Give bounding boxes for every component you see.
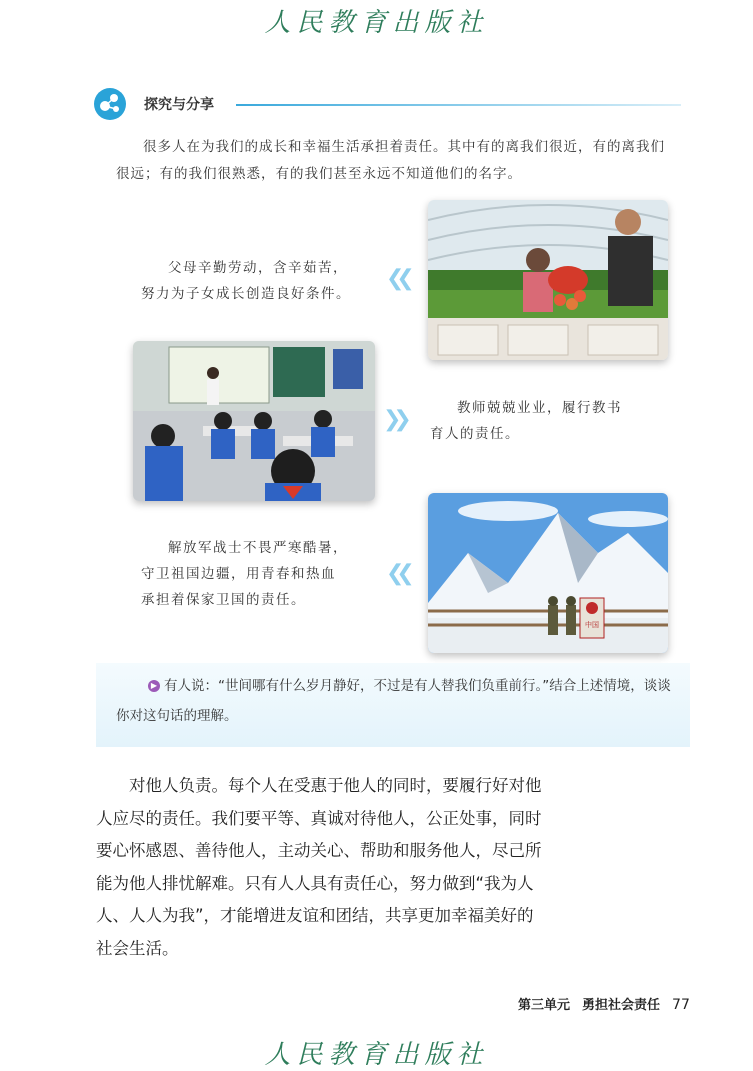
double-chevron-left-icon: ❮❮ bbox=[386, 561, 407, 586]
caption-line: 承担着保家卫国的责任。 bbox=[141, 592, 306, 608]
border-marker-text: 中国 bbox=[585, 621, 599, 629]
section-title: 探究与分享 bbox=[144, 97, 214, 113]
page-footer bbox=[518, 994, 690, 1013]
discussion-prompt bbox=[116, 671, 676, 731]
body-paragraph: 对他人负责。每个人在受惠于他人的同时，要履行好对他人应尽的责任。我们要平等、真诚对待他人，公正处事，同时要心怀感恩、善待他人，主动关心、帮助和服务他人，尽己所能为他人排忧解难。只有人人具有责任心，努力做到“我为人人、人人为我”，才能增进友谊和团结，共享更加幸福美好的社会生活。 bbox=[96, 776, 542, 958]
footer-unit-title: 勇担社会责任 bbox=[582, 998, 661, 1013]
caption-line: 守卫祖国边疆，用青春和热血 bbox=[141, 566, 336, 582]
caption-teachers bbox=[430, 395, 650, 447]
double-chevron-right-icon: ❯❯ bbox=[383, 407, 404, 432]
caption-line: 父母辛勤劳动，含辛茹苦， bbox=[168, 260, 348, 276]
photo-greenhouse-farmers bbox=[428, 200, 668, 360]
section-header bbox=[94, 88, 684, 122]
section-divider bbox=[236, 104, 681, 106]
discussion-panel bbox=[96, 663, 690, 747]
molecule-icon bbox=[94, 88, 126, 120]
publisher-watermark-bottom: 人民教育出版社 bbox=[264, 1040, 489, 1070]
page-number: 77 bbox=[672, 997, 690, 1013]
intro-paragraph: 很多人在为我们的成长和幸福生活承担着责任。其中有的离我们很近，有的离我们很远；有的我们很熟悉，有的我们甚至永远不知道他们的名字。 bbox=[116, 139, 665, 182]
photo-border-soldiers bbox=[428, 493, 668, 653]
caption-line: 解放军战士不畏严寒酷暑， bbox=[168, 540, 348, 556]
publisher-watermark-top: 人民教育出版社 bbox=[264, 8, 489, 38]
footer-unit: 第三单元 bbox=[518, 998, 571, 1013]
caption-parents bbox=[141, 255, 371, 307]
photo-classroom-teacher bbox=[133, 341, 375, 501]
caption-line: 努力为子女成长创造良好条件。 bbox=[141, 286, 351, 302]
caption-soldiers bbox=[141, 535, 381, 613]
discussion-text: 有人说：“世间哪有什么岁月静好，不过是有人替我们负重前行。”结合上述情境，谈谈你对这句话的理解。 bbox=[116, 678, 671, 724]
double-chevron-left-icon: ❮❮ bbox=[386, 266, 407, 291]
play-bullet-icon: ▶ bbox=[148, 680, 160, 692]
body-paragraph-block bbox=[96, 770, 544, 965]
caption-line: 育人的责任。 bbox=[430, 426, 520, 442]
caption-line: 教师兢兢业业，履行教书 bbox=[457, 400, 622, 416]
